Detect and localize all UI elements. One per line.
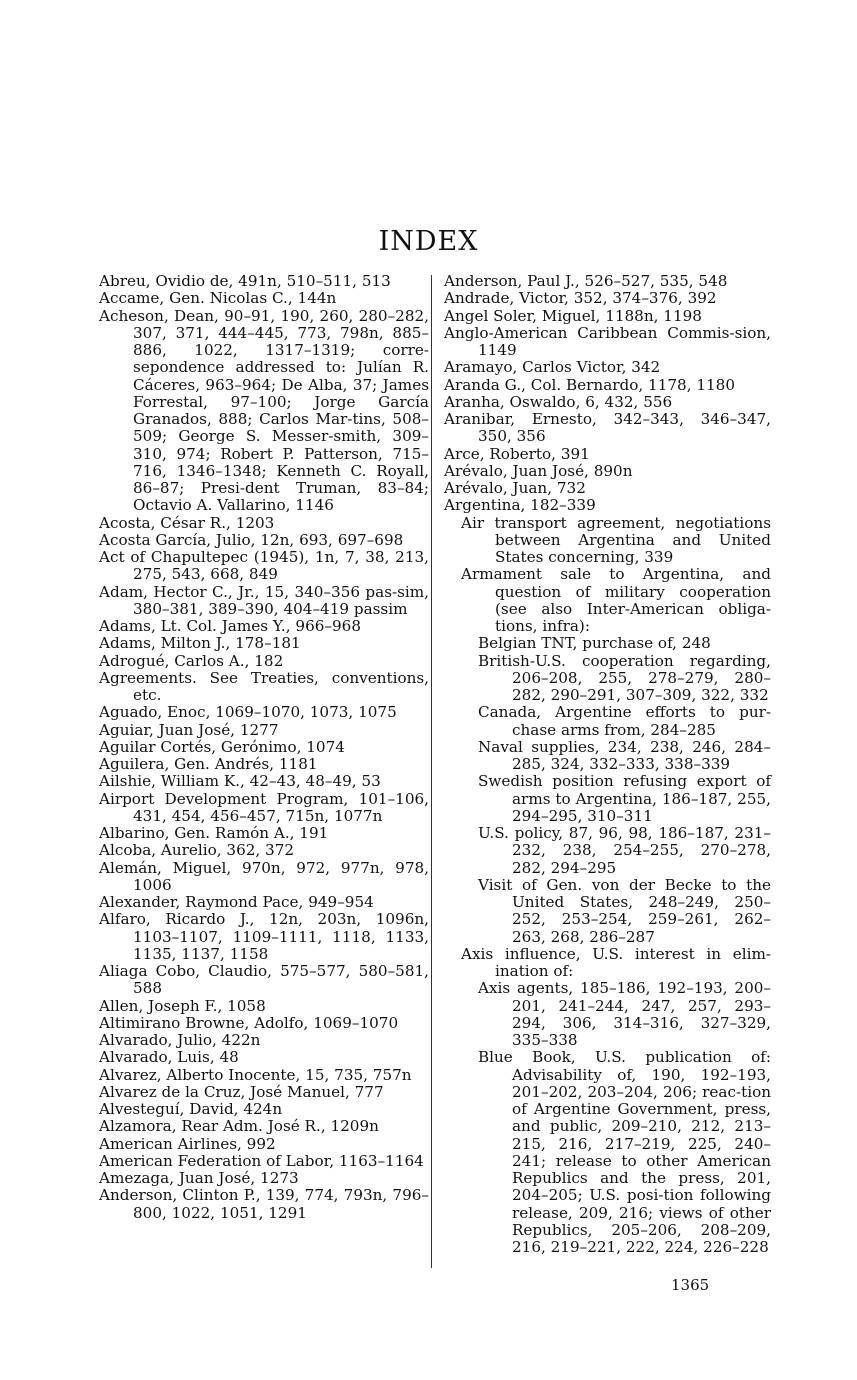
index-entry: Aranibar, Ernesto, 342–343, 346–347, 350, 356 xyxy=(444,410,771,446)
index-entry: Abreu, Ovidio de, 491n, 510–511, 513 xyxy=(99,272,391,290)
index-entry: Aranha, Oswaldo, 6, 432, 556 xyxy=(444,392,673,411)
index-entry: Altimirano Browne, Adolfo, 1069–1070 xyxy=(99,1013,399,1032)
index-subentry: Naval supplies, 234, 238, 246, 284–285, 324, 332–333, 338–339 xyxy=(478,737,771,773)
index-subentry: Visit of Gen. von der Becke to the United States, 248–249, 250–252, 253–254, 259–261, 262–263, 268, 286–287 xyxy=(478,875,771,946)
index-entry: Alvesteguí, David, 424n xyxy=(99,1100,283,1118)
index-entry: Adam, Hector C., Jr., 15, 340–356 pas-sim, 380–381, 389–390, 404–419 passim xyxy=(99,582,429,618)
index-entry: Aguiar, Juan José, 1277 xyxy=(99,720,279,739)
index-subentry: Swedish position refusing export of arms to Argentina, 186–187, 255, 294–295, 310–311 xyxy=(478,772,771,825)
index-entry: Alvarado, Luis, 48 xyxy=(99,1048,239,1067)
index-entry: Albarino, Gen. Ramón A., 191 xyxy=(99,824,329,842)
index-entry: Aliaga Cobo, Claudio, 575–577, 580–581, 588 xyxy=(99,962,429,998)
index-entry: Arévalo, Juan, 732 xyxy=(444,479,586,497)
index-entry: Andrade, Victor, 352, 374–376, 392 xyxy=(444,289,717,308)
index-entry: Anglo-American Caribbean Commis-sion, 1149 xyxy=(444,323,771,359)
index-subentry: Belgian TNT, purchase of, 248 xyxy=(478,634,711,653)
index-entry: Alzamora, Rear Adm. José R., 1209n xyxy=(99,1117,379,1136)
index-entry: Aguilera, Gen. Andrés, 1181 xyxy=(99,755,318,773)
index-entry: Aguado, Enoc, 1069–1070, 1073, 1075 xyxy=(99,703,397,722)
index-entry: Alvarado, Julio, 422n xyxy=(99,1031,261,1049)
index-entry: Alvarez, Alberto Inocente, 15, 735, 757n xyxy=(99,1065,412,1084)
index-entry: Argentina, 182–339 xyxy=(444,496,596,515)
index-entry: Ailshie, William K., 42–43, 48–49, 53 xyxy=(99,772,381,791)
index-subentry: British-U.S. cooperation regarding, 206–208, 255, 278–279, 280–282, 290–291, 307–309, 322, 332 xyxy=(478,651,771,704)
index-subentry: Canada, Argentine efforts to pur-chase arms from, 284–285 xyxy=(478,703,771,739)
index-subentry: Axis agents, 185–186, 192–193, 200–201, 241–244, 247, 257, 293–294, 306, 314–316, 327–329, 335–338 xyxy=(478,979,771,1049)
index-entry: Angel Soler, Miguel, 1188n, 1198 xyxy=(444,306,702,325)
index-entry: Allen, Joseph F., 1058 xyxy=(99,996,266,1015)
index-entry: Arévalo, Juan José, 890n xyxy=(444,461,633,480)
index-entry: Acosta García, Julio, 12n, 693, 697–698 xyxy=(99,530,404,549)
index-entry: Adams, Milton J., 178–181 xyxy=(99,634,301,653)
index-entry: Alexander, Raymond Pace, 949–954 xyxy=(99,893,374,911)
index-column-left xyxy=(99,273,429,1222)
index-entry: Anderson, Paul J., 526–527, 535, 548 xyxy=(444,272,728,290)
index-entry: American Airlines, 992 xyxy=(99,1134,276,1153)
index-entry: Acheson, Dean, 90–91, 190, 260, 280–282, 307, 371, 444–445, 773, 798n, 885–886, 1022, 1317–1319; corre-sepondence addressed to: Julían R. Cáceres, 963–964; De Alba, 37; James Forrestal, 97–100; Jorge García Granados, 888; Carlos Mar-tins, 508–509; George S. Messer-smith, 309–310, 974; Robert P. Patterson, 715–716, 1346–1348; Kenneth C. Royall, 86–87; Presi-dent Truman, 83–84; Octavio A. Vallarino, 1146 xyxy=(99,306,429,515)
index-subentry: Air transport agreement, negotiations between Argentina and United States concerning, 339 xyxy=(461,513,771,566)
index-column-right xyxy=(444,273,771,1256)
index-subentry: Axis influence, U.S. interest in elim-ination of: xyxy=(461,944,771,980)
page-number: 1365 xyxy=(671,1276,710,1294)
index-entry: Aguilar Cortés, Gerónimo, 1074 xyxy=(99,737,345,756)
index-entry: Aramayo, Carlos Victor, 342 xyxy=(444,358,661,377)
index-entry: Airport Development Program, 101–106, 431, 454, 456–457, 715n, 1077n xyxy=(99,789,429,825)
index-entry: Arce, Roberto, 391 xyxy=(444,444,590,463)
index-subentry: Blue Book, U.S. publication of: Advisability of, 190, 192–193, 201–202, 203–204, 206; reac-tion of Argentine Government, press, and public, 209–210, 212, 213–215, 216, 217–219, 225, 240–241; release to other American Republics and the press, 201, 204–205; U.S. posi-tion following release, 209, 216; views of other Republics, 205–206, 208–209, 216, 219–221, 222, 224, 226–228 xyxy=(478,1048,771,1256)
index-entry: Alvarez de la Cruz, José Manuel, 777 xyxy=(99,1082,384,1101)
index-subentry: U.S. policy, 87, 96, 98, 186–187, 231–232, 238, 254–255, 270–278, 282, 294–295 xyxy=(478,824,771,877)
index-entry: Adams, Lt. Col. James Y., 966–968 xyxy=(99,617,361,635)
index-entry: Alcoba, Aurelio, 362, 372 xyxy=(99,841,295,860)
index-entry: Anderson, Clinton P., 139, 774, 793n, 796–800, 1022, 1051, 1291 xyxy=(99,1186,429,1222)
index-entry: Aranda G., Col. Bernardo, 1178, 1180 xyxy=(444,375,736,394)
index-entry: Act of Chapultepec (1945), 1n, 7, 38, 213, 275, 543, 668, 849 xyxy=(99,548,429,584)
index-entry: Amezaga, Juan José, 1273 xyxy=(99,1169,299,1187)
column-divider xyxy=(431,275,432,1268)
index-entry: Acosta, César R., 1203 xyxy=(99,513,275,532)
index-entry: Alfaro, Ricardo J., 12n, 203n, 1096n, 1103–1107, 1109–1111, 1118, 1133, 1135, 1137, 1158 xyxy=(99,910,429,963)
index-entry: Agreements. See Treaties, conventions, etc. xyxy=(99,668,429,704)
index-entry: American Federation of Labor, 1163–1164 xyxy=(99,1151,424,1170)
index-entry: Adrogué, Carlos A., 182 xyxy=(99,651,284,670)
index-entry: Accame, Gen. Nicolas C., 144n xyxy=(99,289,337,308)
page-title: INDEX xyxy=(378,226,479,257)
index-entry: Alemán, Miguel, 970n, 972, 977n, 978, 1006 xyxy=(99,858,429,894)
index-subentry: Armament sale to Argentina, and question of military cooperation (see also Inter-American obliga-tions, infra): xyxy=(461,565,771,635)
